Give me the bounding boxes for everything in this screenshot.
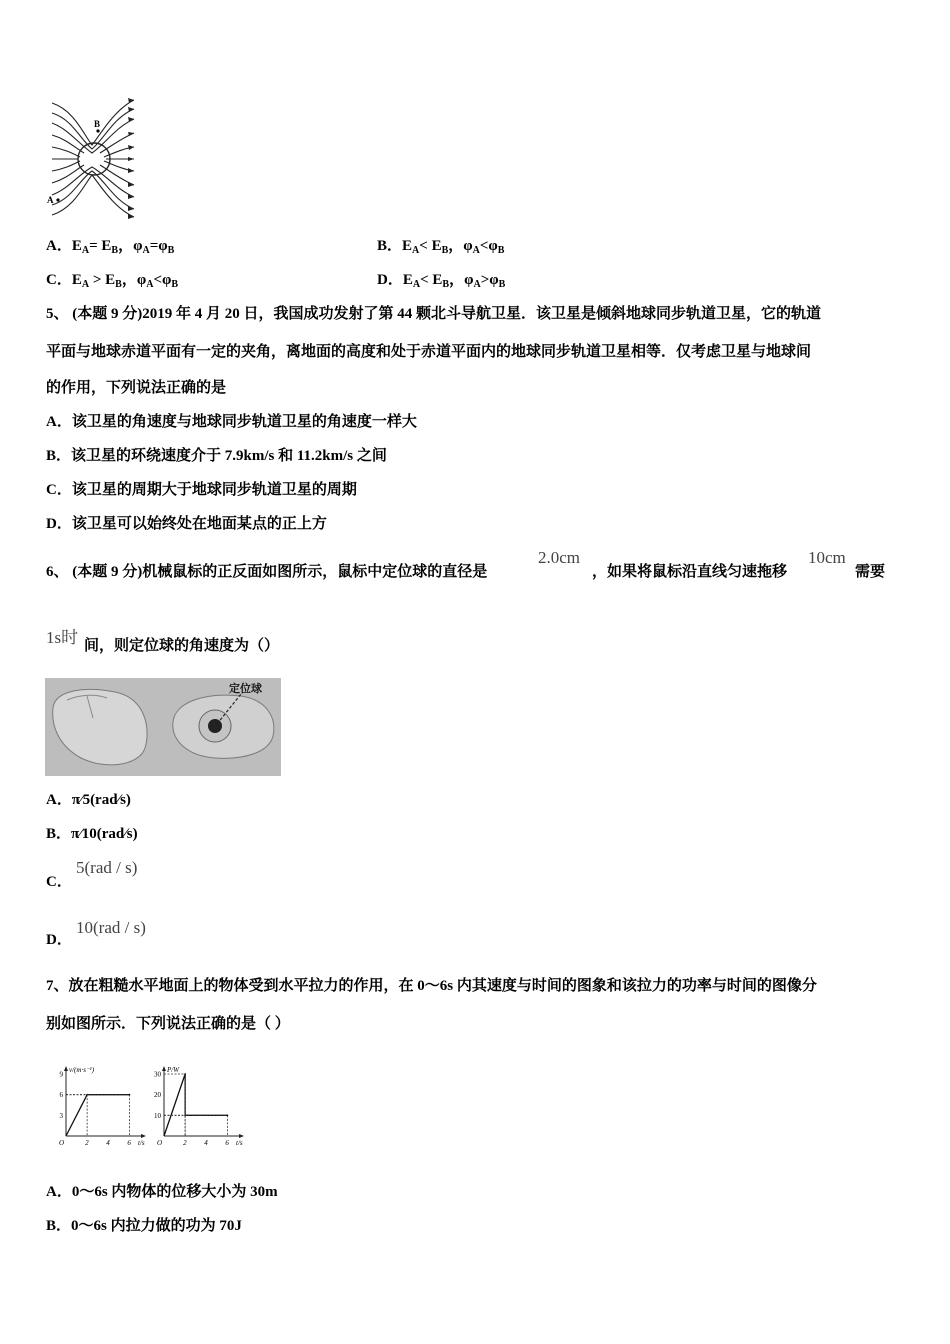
- q6-option-b[interactable]: B．π⁄10(rad⁄s): [46, 826, 138, 842]
- v-chart-x-arrow: [141, 1134, 146, 1138]
- p-chart-y-arrow: [162, 1066, 166, 1071]
- point-b-label: B: [94, 119, 101, 129]
- velocity-time-chart: [52, 1062, 152, 1146]
- q4-option-b[interactable]: B．$E_A< E_B$，$\varphi_A<\varphi_B$: [377, 238, 505, 256]
- q6-math-diameter: 2.0cm: [538, 548, 581, 567]
- q5-option-a[interactable]: A．该卫星的角速度与地球同步轨道卫星的角速度一样大: [46, 414, 417, 430]
- q5-stem-line2: 平面与地球赤道平面有一定的夹角，离地面的高度和处于赤道平面内的地球同步轨道卫星相等．仅考虑卫星与地球间: [46, 344, 812, 360]
- v-chart-point-2: [129, 1094, 131, 1096]
- q6-math-time: 1s时: [46, 628, 79, 647]
- v-chart-xtick-6: 6: [127, 1139, 131, 1146]
- v-chart-y-label: v/(m·s⁻¹): [69, 1066, 95, 1074]
- q6-stem-line1: 6、 (本题 9 分)机械鼠标的正反面如图所示，鼠标中定位球的直径是: [46, 564, 488, 580]
- p-chart-y-label: P/W: [167, 1066, 180, 1074]
- p-chart-xtick-2: 2: [183, 1139, 187, 1146]
- p-chart-ytick-20: 20: [154, 1091, 161, 1100]
- q6-stem-part3: 需要: [855, 564, 886, 580]
- q4-option-a[interactable]: A．$E_A= E_B$，$\varphi_A=\varphi_B$: [46, 238, 175, 256]
- q6-stem-part2: ，如果将鼠标沿直线匀速拖移: [592, 564, 788, 580]
- q4-option-c[interactable]: C．$E_A > E_B$，$\varphi_A<\varphi_B$: [46, 272, 179, 290]
- mouse-photo-figure: [45, 678, 281, 776]
- p-chart-ytick-30: 30: [154, 1070, 161, 1079]
- q6-option-c[interactable]: C．: [46, 874, 72, 890]
- q6-stem-line2: 间，则定位球的角速度为（）: [84, 638, 280, 654]
- p-chart-xtick-6: 6: [225, 1139, 229, 1146]
- q7-option-b[interactable]: B．0～6s 内拉力做的功为 70J: [46, 1218, 242, 1234]
- q7-option-a[interactable]: A．0～6s 内物体的位移大小为 30m: [46, 1184, 278, 1200]
- q5-option-d[interactable]: D．该卫星可以始终处在地面某点的正上方: [46, 516, 327, 532]
- locator-ball-label: 定位球: [229, 682, 262, 695]
- q6-option-d-math: 10(rad / s): [76, 918, 146, 937]
- v-chart-xtick-2: 2: [85, 1139, 89, 1146]
- q5-stem-line1: 5、 (本题 9 分)2019 年 4 月 20 日，我国成功发射了第 44 颗北斗导航卫星．该卫星是倾斜地球同步轨道卫星，它的轨道: [46, 306, 821, 322]
- q6-math-distance: 10cm: [808, 548, 846, 567]
- power-time-chart: [150, 1062, 254, 1146]
- q5-option-b[interactable]: B．该卫星的环绕速度介于 7.9km/s 和 11.2km/s 之间: [46, 448, 387, 464]
- v-chart-y-arrow: [64, 1066, 68, 1071]
- p-chart-x-label: t/s: [236, 1139, 243, 1146]
- v-chart-series-line: [66, 1095, 129, 1136]
- v-chart-x-label: t/s: [138, 1139, 145, 1146]
- p-chart-xtick-O: O: [157, 1139, 163, 1146]
- p-chart-point-3: [227, 1114, 229, 1116]
- q7-stem-line1: 7、放在粗糙水平地面上的物体受到水平拉力的作用，在 0～6s 内其速度与时间的图象和该拉力的功率与时间的图像分: [46, 978, 817, 994]
- q6-option-a[interactable]: A．π⁄5(rad⁄s): [46, 792, 131, 808]
- p-chart-ytick-10: 10: [154, 1111, 161, 1120]
- v-chart-xtick-O: O: [59, 1139, 65, 1146]
- point-a-label: A: [47, 195, 54, 205]
- v-chart-ytick-6: 6: [59, 1091, 63, 1100]
- v-chart-xtick-4: 4: [106, 1139, 110, 1146]
- q5-stem-line3: 的作用，下列说法正确的是: [46, 380, 227, 396]
- p-chart-point-1: [184, 1073, 186, 1075]
- q5-option-c[interactable]: C．该卫星的周期大于地球同步轨道卫星的周期: [46, 482, 357, 498]
- field-lines-figure: [44, 95, 139, 220]
- q7-stem-line2: 别如图所示．下列说法正确的是（ ）: [46, 1016, 290, 1032]
- v-chart-ytick-3: 3: [59, 1111, 63, 1120]
- p-chart-x-arrow: [239, 1134, 244, 1138]
- p-chart-series-line: [164, 1074, 227, 1136]
- q6-option-c-math: 5(rad / s): [76, 858, 138, 877]
- v-chart-ytick-9: 9: [59, 1070, 63, 1079]
- q4-option-d[interactable]: D．$E_A< E_B$，$\varphi_A>\varphi_B$: [377, 272, 506, 290]
- p-chart-xtick-4: 4: [204, 1139, 208, 1146]
- q6-option-d[interactable]: D．: [46, 932, 72, 948]
